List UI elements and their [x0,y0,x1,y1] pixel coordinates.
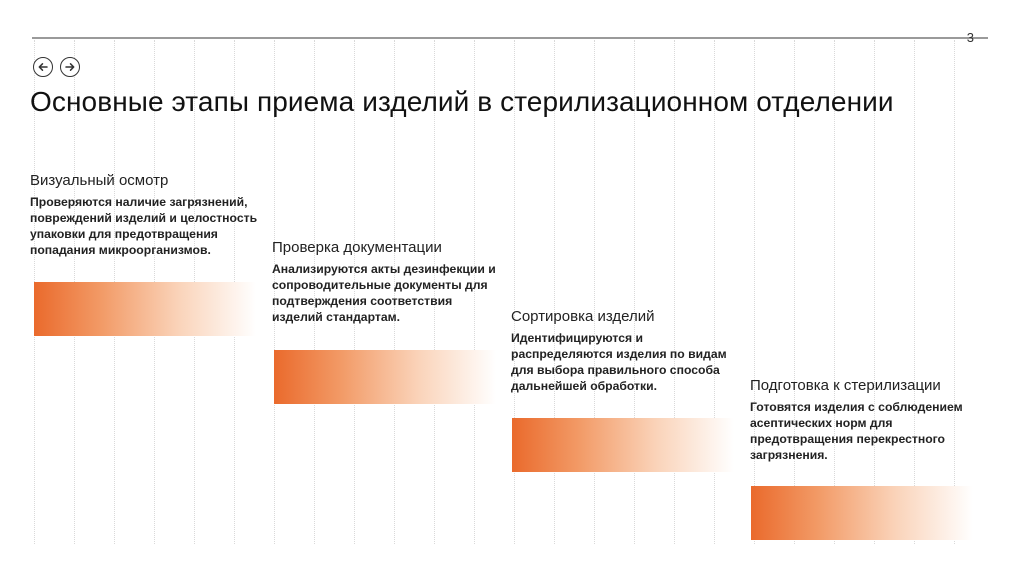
step-title: Подготовка к стерилизации [750,377,941,394]
step-description: Проверяются наличие загрязнений, повреждений изделий и целостность упаковки для предотвращения попадания микроорганизмов. [30,195,258,257]
step-description: Анализируются акты дезинфекции и сопроводительные документы для подтверждения соответствия изделий стандартам. [272,262,496,324]
slide-navigation [33,57,80,77]
forward-button[interactable] [60,57,80,77]
arrow-left-icon [37,61,49,73]
step-sterilization-prep [750,377,980,463]
top-divider [32,37,988,39]
arrow-right-icon [64,61,76,73]
step-bar [274,350,496,404]
grid-line [914,40,915,544]
slide-title: Основные этапы приема изделий в стерилизационном отделении [30,86,894,117]
step-title: Визуальный осмотр [30,172,169,189]
step-bar [34,282,256,336]
step-description: Идентифицируются и распределяются изделия по видам для выбора правильного способа дальнейшей обработки. [511,331,727,393]
step-visual-inspection [30,172,260,258]
step-title: Сортировка изделий [511,308,655,325]
step-title: Проверка документации [272,239,442,256]
back-button[interactable] [33,57,53,77]
page-number: 3 [966,30,974,45]
step-sorting [511,308,741,394]
step-bar [751,486,973,540]
step-bar [512,418,734,472]
step-documentation-check [272,239,502,325]
grid-line [954,40,955,544]
step-description: Готовятся изделия с соблюдением асептических норм для предотвращения перекрестного загрязнения. [750,400,963,462]
